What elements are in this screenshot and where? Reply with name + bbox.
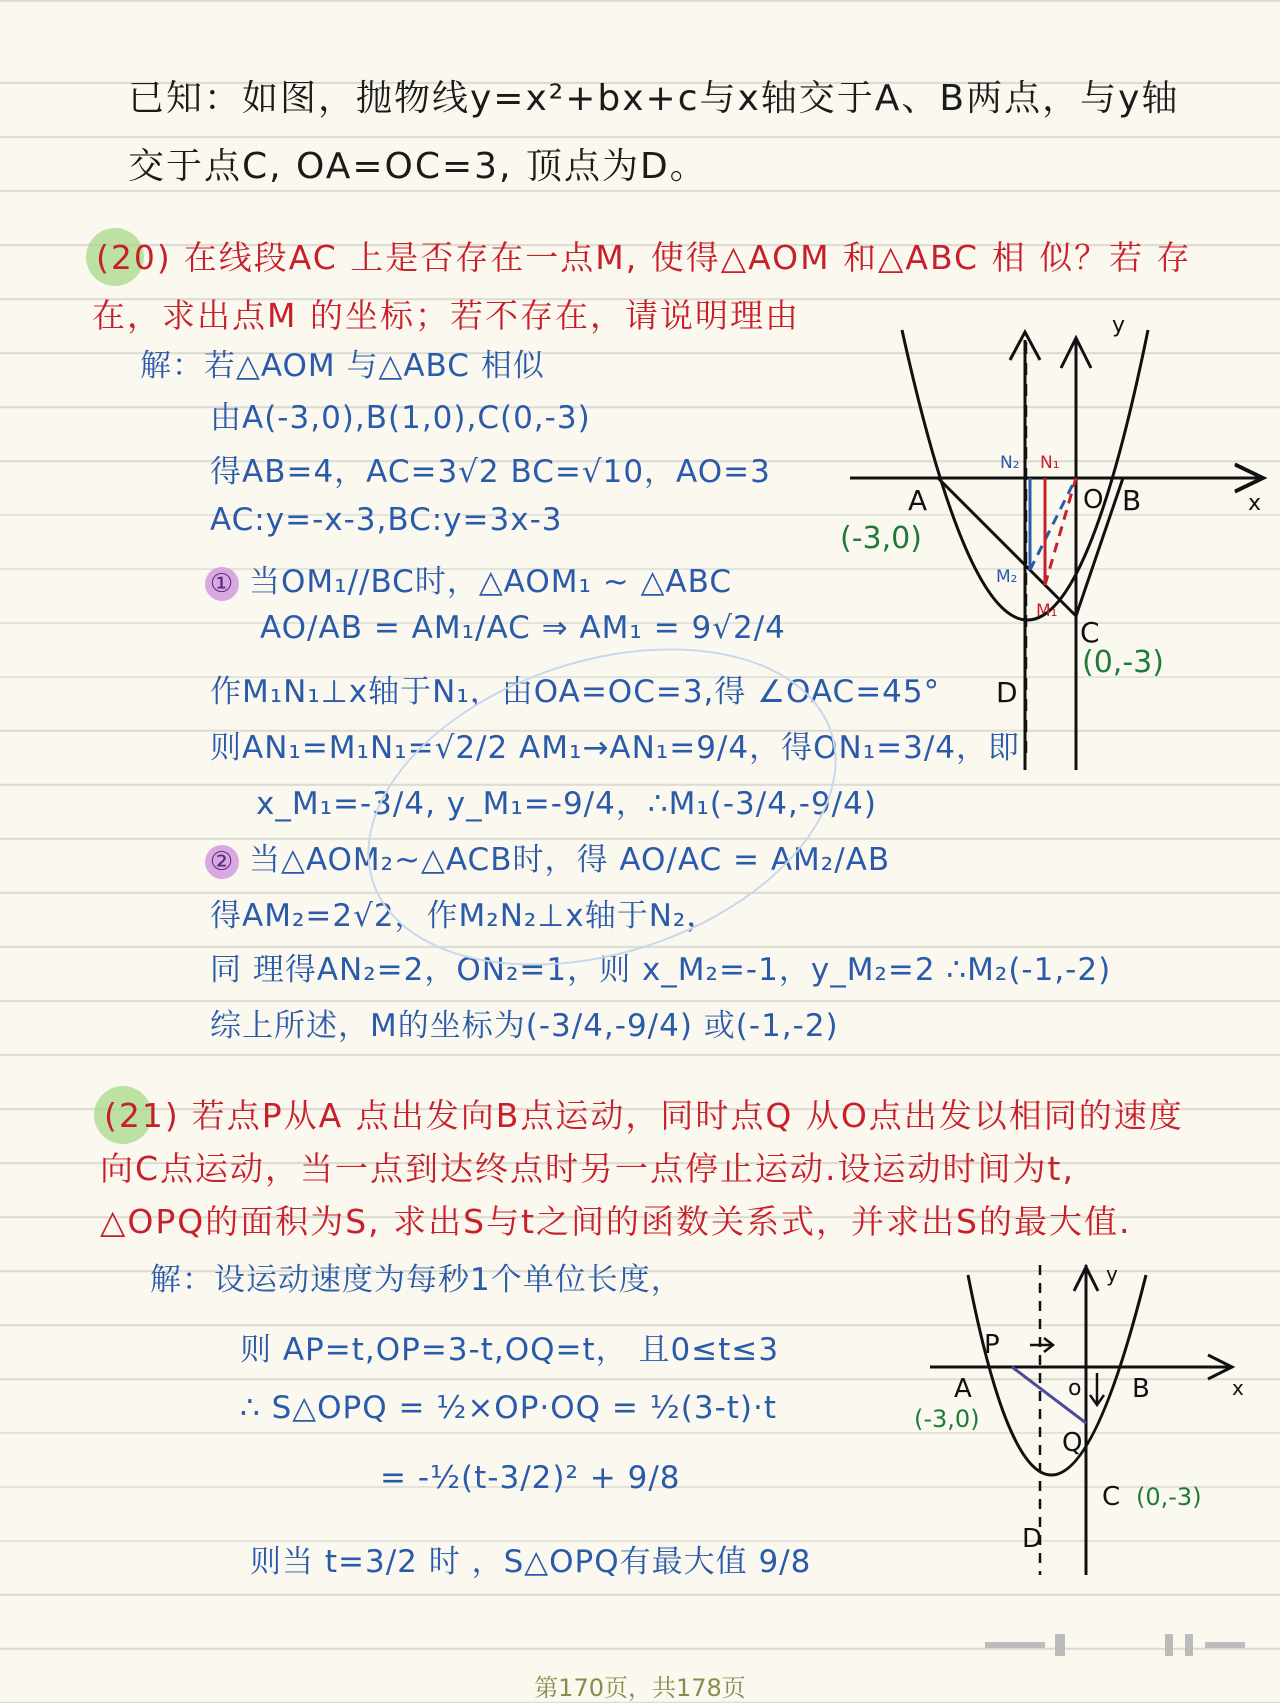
q21-sol-4: = -½(t-3/2)² + 9/8 xyxy=(380,1460,681,1496)
q20-number: (20) xyxy=(92,238,176,277)
d1-label-n2: N₂ xyxy=(1000,453,1020,473)
case2-marker: ② xyxy=(205,845,239,879)
q20-case1-l4: x_M₁=-3/4, y_M₁=-9/4，∴M₁(-3/4,-9/4) xyxy=(256,786,877,822)
q20-case1 xyxy=(205,556,732,601)
q20-case2-text: 当△AOM₂~△ACB时，得 AO/AC = AM₂/AB xyxy=(249,842,891,878)
q20-case1-text: 当OM₁//BC时，△AOM₁ ~ △ABC xyxy=(249,564,733,600)
d2-coord-a: (-3,0) xyxy=(914,1405,980,1433)
d2-label-b: B xyxy=(1132,1374,1150,1404)
q20-sol-4: AC:y=-x-3,BC:y=3x-3 xyxy=(210,502,563,538)
d1-label-m2: M₂ xyxy=(996,567,1018,587)
d2-parabola xyxy=(968,1275,1146,1475)
q20-case2-l3: 同 理得AN₂=2，ON₂=1，则 x_M₂=-1，y_M₂=2 ∴M₂(-1,-2) xyxy=(210,952,1112,988)
d1-label-o: O xyxy=(1083,485,1104,515)
q20-header xyxy=(92,232,1192,279)
q20-case1-l3: 则AN₁=M₁N₁=√2/2 AM₁→AN₁=9/4，得ON₁=3/4，即 xyxy=(210,730,1020,766)
q21-header xyxy=(100,1090,1184,1137)
d1-coord-c: (0,-3) xyxy=(1082,645,1164,680)
intro-line-2: 交于点C, OA=OC=3, 顶点为D。 xyxy=(128,146,708,187)
q21-line-1: 若点P从A 点出发向B点运动，同时点Q 从O点出发以相同的速度 xyxy=(191,1096,1184,1135)
d2-label-a: A xyxy=(954,1374,972,1404)
case1-marker: ① xyxy=(205,567,239,601)
q21-sol-3: ∴ S△OPQ = ½×OP·OQ = ½(3-t)·t xyxy=(240,1390,778,1426)
parabola-figure-1 xyxy=(840,310,1280,780)
q20-line-2: 在，求出点M 的坐标；若不存在，请说明理由 xyxy=(92,296,800,335)
q21-sol-1: 解：设运动速度为每秒1个单位长度， xyxy=(150,1262,683,1298)
q21-line-3: △OPQ的面积为S, 求出S与t之间的函数关系式，并求出S的最大值. xyxy=(100,1202,1132,1241)
d1-label-d: D xyxy=(996,676,1018,709)
d2-label-x: x xyxy=(1232,1376,1244,1400)
d1-label-c: C xyxy=(1080,616,1100,649)
q20-line-1: 在线段AC 上是否存在一点M, 使得△AOM 和△ABC 相 似？若 存 xyxy=(183,238,1192,277)
d1-label-b: B xyxy=(1122,484,1142,517)
q20-sol-3: 得AB=4，AC=3√2 BC=√10，AO=3 xyxy=(210,454,771,490)
q20-summary: 综上所述，M的坐标为(-3/4,-9/4) 或(-1,-2) xyxy=(210,1008,839,1044)
d2-label-q: Q xyxy=(1062,1428,1083,1458)
q20-case1-ratio: AO/AB = AM₁/AC ⇒ AM₁ = 9√2/4 xyxy=(260,610,786,646)
d1-label-x: x xyxy=(1248,491,1262,516)
d1-label-n1: N₁ xyxy=(1040,453,1060,473)
parabola-figure-2 xyxy=(910,1255,1270,1585)
d2-label-y: y xyxy=(1106,1262,1118,1286)
d2-coord-c: (0,-3) xyxy=(1136,1483,1202,1511)
d1-label-a: A xyxy=(908,484,928,517)
intro-line-1: 已知：如图，抛物线y=x²+bx+c与x轴交于A、B两点，与y轴 xyxy=(128,78,1180,119)
page-nav-icons xyxy=(985,1634,1250,1656)
d2-label-c: C xyxy=(1102,1482,1121,1512)
q21-sol-5: 则当 t=3/2 时 ，S△OPQ有最大值 9/8 xyxy=(250,1544,812,1580)
d2-label-o: o xyxy=(1068,1376,1082,1401)
d1-coord-a: (-3,0) xyxy=(840,521,922,556)
page-footer: 第170页，共178页 xyxy=(534,1674,746,1702)
q21-line-2: 向C点运动，当一点到达终点时另一点停止运动.设运动时间为t, xyxy=(100,1149,1075,1188)
d2-label-d: D xyxy=(1022,1524,1043,1554)
q20-case2-l2: 得AM₂=2√2，作M₂N₂⊥x轴于N₂， xyxy=(210,898,719,934)
q20-case1-l2: 作M₁N₁⊥x轴于N₁，由OA=OC=3,得 ∠OAC=45° xyxy=(210,674,941,710)
d2-label-p: P xyxy=(984,1330,1000,1360)
d1-om2 xyxy=(1030,478,1076,570)
q21-number: (21) xyxy=(100,1096,184,1135)
q20-sol-1: 解：若△AOM 与△ABC 相似 xyxy=(140,348,545,384)
q20-sol-2: 由A(-3,0),B(1,0),C(0,-3) xyxy=(210,400,591,436)
d1-label-m1: M₁ xyxy=(1036,601,1058,621)
q21-sol-2: 则 AP=t,OP=3-t,OQ=t， 且0≤t≤3 xyxy=(240,1332,780,1368)
d1-label-y: y xyxy=(1112,313,1126,338)
